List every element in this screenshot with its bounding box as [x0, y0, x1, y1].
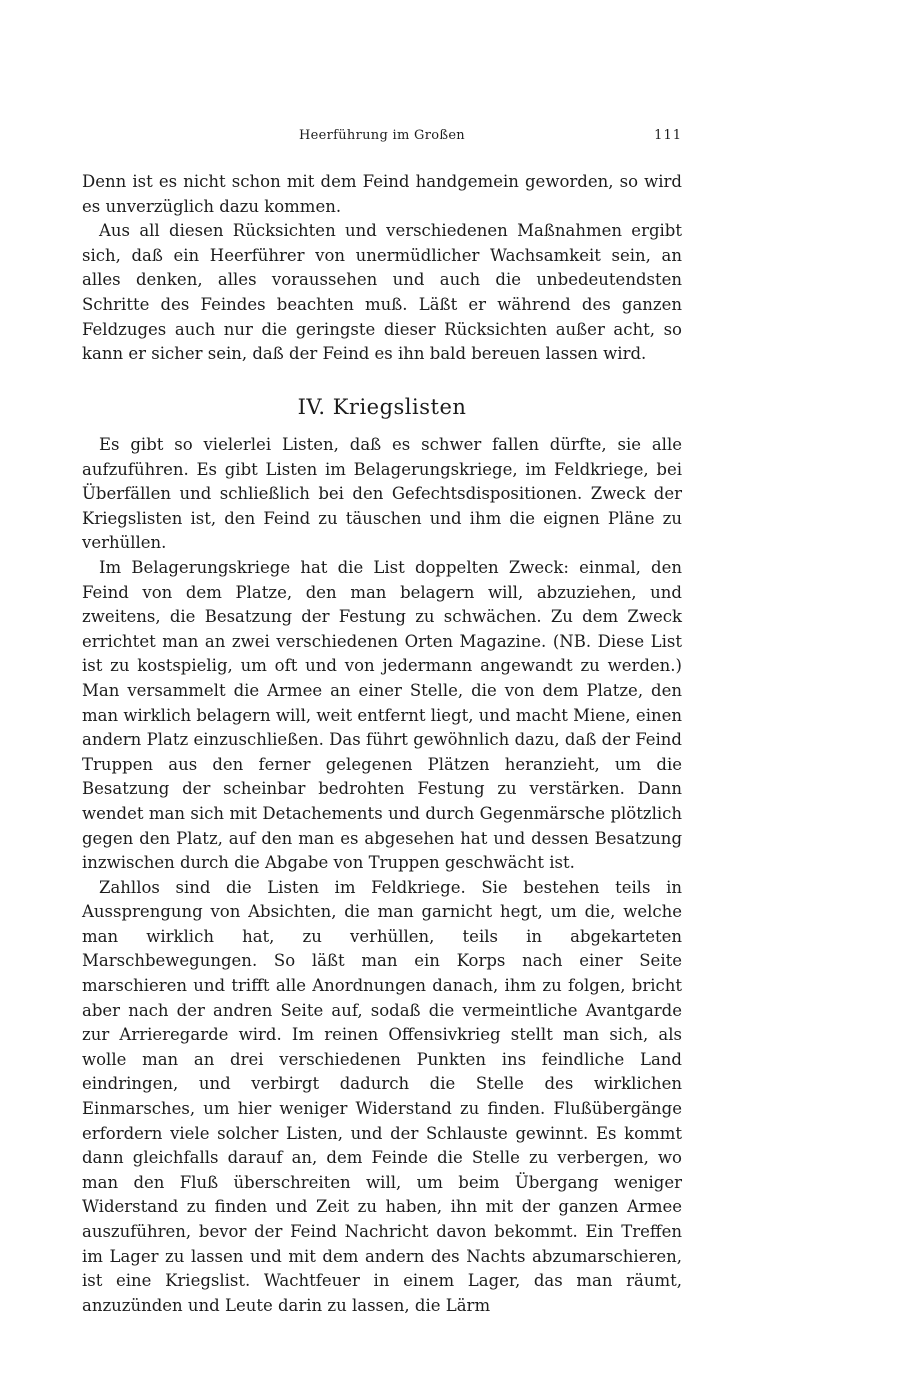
- intro-text: [82, 170, 682, 367]
- section-heading: IV. Kriegslisten: [297, 395, 467, 419]
- running-title: Heerführung im Großen: [298, 128, 465, 143]
- running-head: [82, 126, 682, 148]
- page-number: 111: [654, 128, 682, 143]
- paragraph: Denn ist es nicht schon mit dem Feind handgemein geworden, so wird es unverzüglich dazu kommen.: [82, 172, 682, 216]
- paragraph: Im Belagerungskriege hat die List doppelten Zweck: einmal, den Feind von dem Platze, den man belagern will, abzuziehen, und zweitens, die Besatzung der Festung zu schwächen. Zu dem Zweck errichtet man an zwei verschiedenen Orten Magazine. (NB. Diese List ist zu kostspielig, um oft und von jedermann angewandt zu werden.) Man versammelt die Armee an einer Stelle, die von dem Platze, den man wirklich belagern will, weit entfernt liegt, und macht Miene, einen andern Platz einzuschließen. Das führt gewöhnlich dazu, daß der Feind Truppen aus den ferner gelegenen Plätzen heranzieht, um die Besatzung der scheinbar bedrohten Festung zu verstärken. Dann wendet man sich mit Detachements und durch Gegenmärsche plötzlich gegen den Platz, auf den man es abgesehen hat und dessen Besatzung inzwischen durch die Abgabe von Truppen geschwächt ist.: [82, 557, 682, 873]
- paragraph: Zahllos sind die Listen im Feldkriege. Sie bestehen teils in Aussprengung von Absichten, die man garnicht hegt, um die, welche man wirklich hat, zu verhüllen, teils in abgekarteten Marschbewegungen. So läßt man ein Korps nach einer Seite marschieren und trifft alle Anordnungen danach, ihm zu folgen, bricht aber nach der andren Seite auf, sodaß die vermeintliche Avantgarde zur Arrieregarde wird. Im reinen Offensivkrieg stellt man sich, als wolle man an drei verschiedenen Punkten ins feindliche Land eindringen, und verbirgt dadurch die Stelle des wirklichen Einmarsches, um hier weniger Widerstand zu finden. Flußübergänge erfordern viele solcher Listen, und der Schlauste gewinnt. Es kommt dann gleichfalls darauf an, dem Feinde die Stelle zu verbergen, wo man den Fluß überschreiten will, um beim Übergang weniger Widerstand zu finden und Zeit zu haben, ihn mit der ganzen Armee auszuführen, bevor der Feind Nachricht davon bekommt. Ein Treffen im Lager zu lassen und mit dem andern des Nachts abzumarschieren, ist eine Kriegslist. Wachtfeuer in einem Lager, das man räumt, anzuzünden und Leute darin zu lassen, die Lärm: [82, 877, 682, 1315]
- paragraph: Es gibt so vielerlei Listen, daß es schwer fallen dürfte, sie alle aufzuführen. Es gibt Listen im Belagerungskriege, im Feldkriege, bei Überfällen und schließlich bei den Gefechtsdispositionen. Zweck der Kriegslisten ist, den Feind zu täuschen und ihm die eignen Pläne zu verhüllen.: [82, 435, 682, 553]
- paragraph: Aus all diesen Rücksichten und verschiedenen Maßnahmen ergibt sich, daß ein Heerführer von unermüdlicher Wachsamkeit sein, an alles denken, alles voraussehen und auch die unbedeutendsten Schritte des Feindes beachten muß. Läßt er während des ganzen Feldzuges auch nur die geringste dieser Rücksichten außer acht, so kann er sicher sein, daß der Feind es ihn bald bereuen lassen wird.: [82, 221, 682, 364]
- section-body: [82, 433, 682, 1318]
